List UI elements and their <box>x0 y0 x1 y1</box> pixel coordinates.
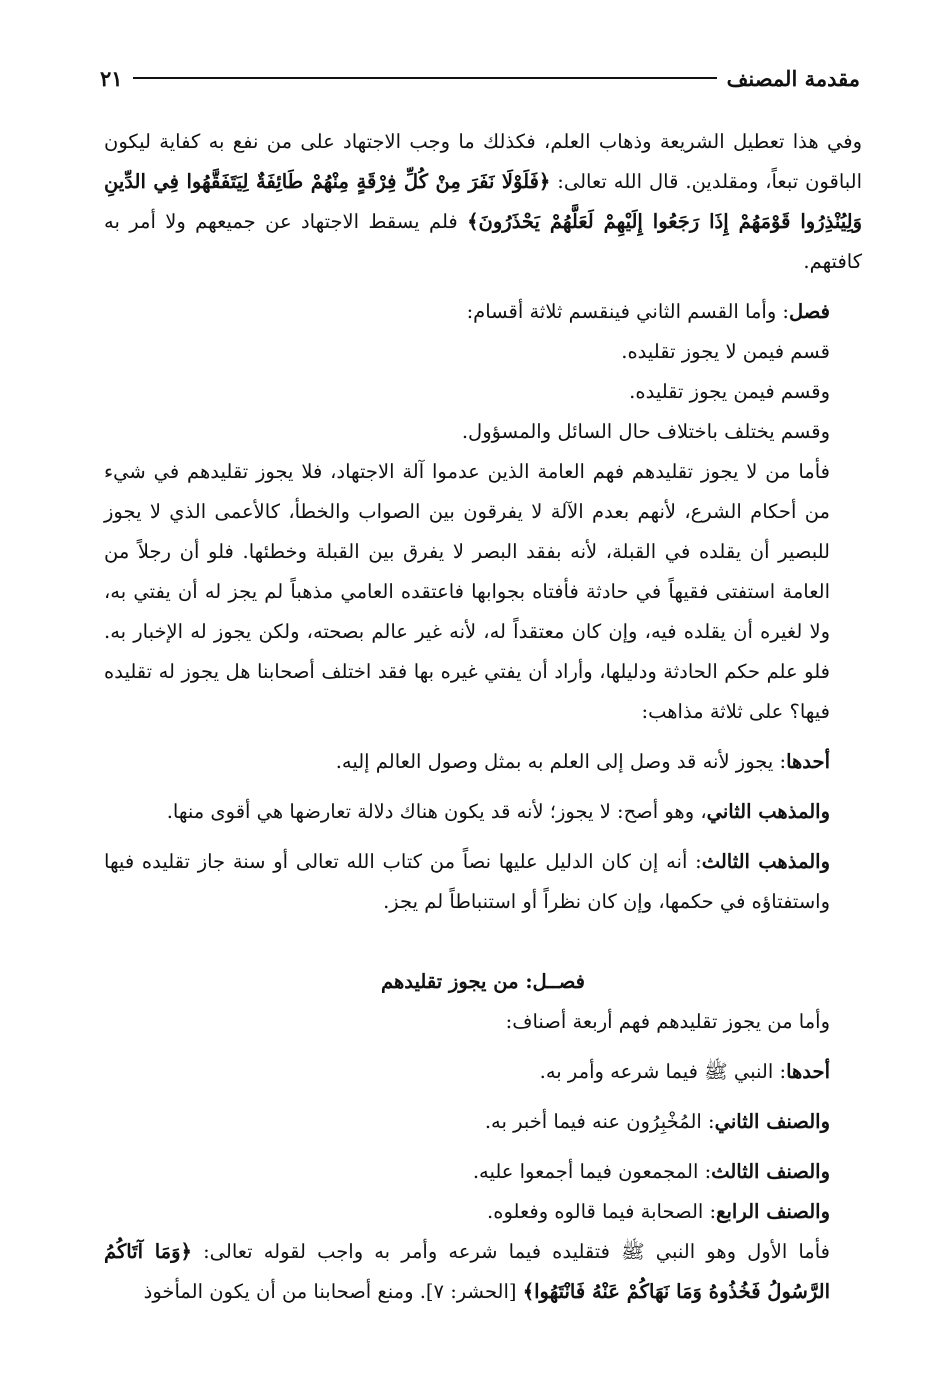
list-item: قسم فيمن لا يجوز تقليده. <box>621 340 830 363</box>
category-label: والصنف الرابع <box>716 1200 830 1223</box>
category-label: والصنف الثالث <box>711 1160 830 1183</box>
quran-verse: ﴿وَمَا آتَاكُمُ الرَّسُولُ فَخُذُوهُ وَمَا نَهَاكُمْ عَنْهُ فَانْتَهُوا﴾ <box>104 1240 830 1303</box>
paragraph-text: وفي هذا تعطيل الشريعة وذهاب العلم، فكذلك ما وجب الاجتهاد على من نفع به كفاية ليكون الباقون تبعاً، ومقلدين. قال الله تعالى: <box>104 130 862 193</box>
madhhab-label: والمذهب الثاني <box>706 800 830 823</box>
category-text: : النبي ﷺ فيما شرعه وأمر به. <box>539 1060 787 1083</box>
header-rule <box>133 77 717 79</box>
madhhab-item <box>104 842 862 922</box>
fasl-label: فصل <box>789 300 830 323</box>
fasl-label: فصــل <box>532 970 585 993</box>
paragraph-intro <box>104 122 862 282</box>
category-item <box>104 1192 862 1232</box>
section-heading <box>104 962 862 1002</box>
paragraph-text: [الحشر: ٧]. ومنع أصحابنا من أن يكون المأخوذ <box>143 1280 523 1303</box>
page-number: ٢١ <box>100 65 123 91</box>
page-header <box>100 60 860 96</box>
fasl-heading <box>104 292 862 332</box>
category-text: : المُخْبِرُون عنه فيما أخبر به. <box>484 1110 715 1133</box>
madhhab-label: أحدها <box>786 750 830 773</box>
list-item: وقسم يختلف باختلاف حال السائل والمسؤول. <box>461 420 830 443</box>
category-label: والصنف الثاني <box>714 1110 830 1133</box>
category-label: أحدها <box>786 1060 830 1083</box>
madhhab-text: : أنه إن كان الدليل عليها نصاً من كتاب الله تعالى أو سنة جاز تقليده فيها واستفتاؤه في حكمها، وإن كان نظراً أو استنباطاً لم يجز. <box>104 850 830 913</box>
madhhab-label: والمذهب الثالث <box>701 850 831 873</box>
madhhab-text: : يجوز لأنه قد وصل إلى العلم به بمثل وصول العالم إليه. <box>335 750 787 773</box>
page-body <box>104 122 862 1312</box>
header-title: مقدمة المصنف <box>726 65 860 91</box>
category-item <box>104 1102 862 1142</box>
paragraph-text: فأما الأول وهو النبي ﷺ فتقليده فيما شرعه وأمر به واجب لقوله تعالى: <box>191 1240 830 1263</box>
section-intro: وأما من يجوز تقليدهم فهم أربعة أصناف: <box>505 1010 830 1033</box>
madhhab-item <box>104 742 862 782</box>
paragraph-ammah: فأما من لا يجوز تقليدهم فهم العامة الذين عدموا آلة الاجتهاد، فلا يجوز تقليدهم في شيء من أحكام الشرع، لأنهم بعدم الآلة لا يفرقون بين الصواب والخطأ، كالأعمى الذي لا يجوز للبصير أن يقلده في القبلة، لأنه بفقد البصر لا يفرق بين القبلة وخطئها. فلو أن رجلاً من العامة استفتى فقيهاً في حادثة فأفتاه بجوابها فاعتقده العامي مذهباً لم يجز له أن يفتي به، ولا لغيره أن يقلده فيه، وإن كان معتقداً له، لأنه غير عالم بصحته، ولكن يجوز له الإخبار به. فلو علم حكم الحادثة ودليلها، وأراد أن يفتي غيره بها فقد اختلف أصحابنا هل يجوز له تقليده فيها؟ على ثلاثة مذاهب: <box>104 460 830 723</box>
fasl-text: : وأما القسم الثاني فينقسم ثلاثة أقسام: <box>466 300 789 323</box>
category-item <box>104 1052 862 1092</box>
list-item: وقسم فيمن يجوز تقليده. <box>629 380 830 403</box>
quran-verse: ﴿فَلَوْلَا نَفَرَ مِنْ كُلِّ فِرْقَةٍ مِنْهُمْ طَائِفَةٌ لِيَتَفَقَّهُوا فِي الدِّينِ وَلِيُنْذِرُوا قَوْمَهُمْ إِذَا رَجَعُوا إِلَيْهِمْ لَعَلَّهُمْ يَحْذَرُونَ﴾ <box>104 170 862 233</box>
paragraph-text: فلم يسقط الاجتهاد عن جميعهم ولا أمر به كافتهم. <box>104 210 862 273</box>
paragraph-last <box>104 1232 862 1312</box>
category-item <box>104 1152 862 1192</box>
madhhab-text: ، وهو أصح: لا يجوز؛ لأنه قد يكون هناك دلالة تعارضها هي أقوى منها. <box>166 800 707 823</box>
category-text: : المجمعون فيما أجمعوا عليه. <box>472 1160 712 1183</box>
category-text: : الصحابة فيما قالوه وفعلوه. <box>487 1200 717 1223</box>
madhhab-item <box>104 792 862 832</box>
section-title: : من يجوز تقليدهم <box>381 970 533 993</box>
